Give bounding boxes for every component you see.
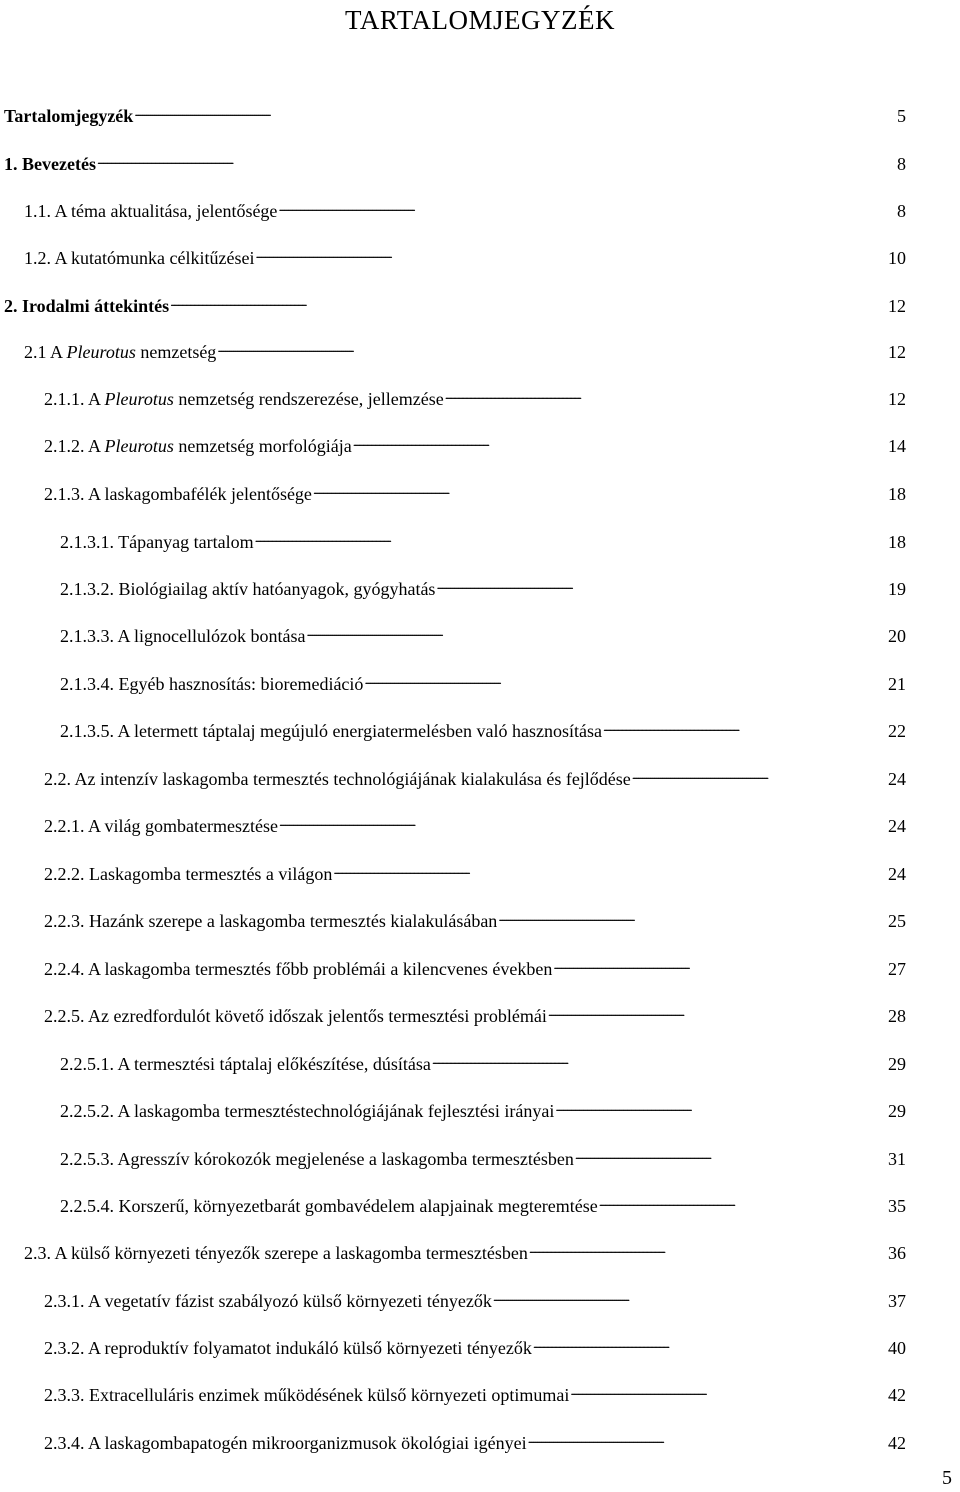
- toc-entry-title: 2.2. Az intenzív laskagomba termesztés technológiájának kialakulása és fejlődése: [44, 769, 631, 789]
- toc-entry-title: 2.1.3.1. Tápanyag tartalom: [60, 532, 254, 552]
- dot-leader: [134, 98, 896, 122]
- toc-entry[interactable]: [24, 334, 906, 362]
- toc-entry-page: 37: [888, 1291, 906, 1311]
- toc-entry-title: Tartalomjegyzék: [4, 106, 134, 126]
- page-title: TARTALOMJEGYZÉK: [344, 5, 616, 35]
- toc-entry[interactable]: [4, 98, 906, 126]
- toc-entry-title: 2.1.2. A Pleurotus nemzetség morfológiája: [44, 436, 352, 456]
- dot-leader: [555, 1093, 887, 1117]
- toc-entry-title: 2.3. A külső környezeti tényezők szerepe a laskagomba termesztésben: [24, 1243, 528, 1263]
- dot-leader: [333, 856, 887, 880]
- dot-leader: [364, 666, 887, 690]
- toc-entry[interactable]: [44, 808, 906, 836]
- toc-entry-title: 2.1.3. A laskagombafélék jelentősége: [44, 484, 312, 504]
- dot-leader: [548, 998, 887, 1022]
- dot-leader: [255, 240, 887, 264]
- toc-entry-title: 2.3.2. A reproduktív folyamatot indukáló külső környezeti tényezők: [44, 1338, 532, 1358]
- dot-leader: [529, 1235, 887, 1259]
- page-number: 5: [942, 1467, 952, 1489]
- dot-leader: [306, 618, 887, 642]
- dot-leader: [432, 1046, 887, 1070]
- toc-entry-page: 12: [888, 342, 906, 362]
- toc-entry-page: 40: [888, 1338, 906, 1358]
- dot-leader: [570, 1377, 887, 1401]
- toc-entry-title: 1. Bevezetés: [4, 154, 96, 174]
- toc-entry[interactable]: [60, 524, 906, 552]
- toc-entry-title: 2.1.3.2. Biológiailag aktív hatóanyagok, gyógyhatás: [60, 579, 436, 599]
- dot-leader: [493, 1283, 887, 1307]
- toc-entry-title: 2.2.3. Hazánk szerepe a laskagomba termesztés kialakulásában: [44, 911, 498, 931]
- toc-entry-page: 42: [888, 1433, 906, 1453]
- toc-entry-page: 12: [888, 389, 906, 409]
- toc-entry[interactable]: [44, 998, 906, 1026]
- toc-entry-title: 2.2.5. Az ezredfordulót követő időszak jelentős termesztési problémái: [44, 1006, 547, 1026]
- toc-entry[interactable]: [60, 1188, 906, 1216]
- toc-entry-page: 10: [888, 248, 906, 268]
- toc-entry[interactable]: [60, 666, 906, 694]
- toc-entry-page: 14: [888, 436, 906, 456]
- toc-entry[interactable]: [44, 761, 906, 789]
- toc-entry-page: 5: [897, 106, 906, 126]
- toc-entry-page: 29: [888, 1054, 906, 1074]
- toc-entry-title: 2.2.5.2. A laskagomba termesztéstechnológiájának fejlesztési irányai: [60, 1101, 555, 1121]
- toc-entry[interactable]: [24, 1235, 906, 1263]
- toc-entry-page: 28: [888, 1006, 906, 1026]
- toc-entry-page: 24: [888, 769, 906, 789]
- toc-entry-title: 2. Irodalmi áttekintés: [4, 296, 170, 316]
- toc-entry-title: 2.2.5.4. Korszerű, környezetbarát gombavédelem alapjainak megteremtése: [60, 1196, 598, 1216]
- toc-entry-title: 2.1.3.4. Egyéb hasznosítás: bioremediáció: [60, 674, 364, 694]
- toc-entry-page: 31: [888, 1149, 906, 1169]
- toc-entry-page: 42: [888, 1385, 906, 1405]
- toc-entry-page: 8: [897, 154, 906, 174]
- toc-entry[interactable]: [44, 428, 906, 456]
- toc-entry[interactable]: [44, 1425, 906, 1453]
- toc-entry[interactable]: [60, 571, 906, 599]
- toc-entry-title: 1.2. A kutatómunka célkitűzései: [24, 248, 255, 268]
- dot-leader: [313, 476, 887, 500]
- toc-entry-title: 1.1. A téma aktualitása, jelentősége: [24, 201, 278, 221]
- toc-entry[interactable]: [4, 288, 906, 316]
- toc-entry-title: 2.3.1. A vegetatív fázist szabályozó külső környezeti tényezők: [44, 1291, 492, 1311]
- toc-entry-title: 2.3.3. Extracelluláris enzimek működésének külső környezeti optimumai: [44, 1385, 570, 1405]
- toc-entry-page: 29: [888, 1101, 906, 1121]
- dot-leader: [97, 146, 896, 170]
- toc-entry[interactable]: [4, 146, 906, 174]
- toc-entry-page: 8: [897, 201, 906, 221]
- dot-leader: [632, 761, 887, 785]
- toc-entry-title: 2.2.2. Laskagomba termesztés a világon: [44, 864, 333, 884]
- toc-entry[interactable]: [44, 1330, 906, 1358]
- toc-entry-page: 35: [888, 1196, 906, 1216]
- toc-entry-page: 18: [888, 532, 906, 552]
- toc-entry-page: 21: [888, 674, 906, 694]
- toc-entry-page: 36: [888, 1243, 906, 1263]
- toc-entry-title: 2.1.3.3. A lignocellulózok bontása: [60, 626, 306, 646]
- toc-entry-page: 27: [888, 959, 906, 979]
- toc-entry-page: 19: [888, 579, 906, 599]
- toc-entry-title: 2.1.1. A Pleurotus nemzetség rendszerezése, jellemzése: [44, 389, 444, 409]
- toc-entry-title: 2.3.4. A laskagombapatogén mikroorganizmusok ökológiai igényei: [44, 1433, 527, 1453]
- toc-entry[interactable]: [24, 193, 906, 221]
- toc-entry-title: 2.1.3.5. A letermett táptalaj megújuló energiatermelésben való hasznosítása: [60, 721, 603, 741]
- toc-entry[interactable]: [44, 476, 906, 504]
- dot-leader: [279, 808, 887, 832]
- toc-entry[interactable]: [60, 1046, 906, 1074]
- toc-entry-title: 2.2.4. A laskagomba termesztés főbb problémái a kilencvenes években: [44, 959, 553, 979]
- toc-entry-page: 12: [888, 296, 906, 316]
- toc-entry[interactable]: [44, 381, 906, 409]
- dot-leader: [170, 288, 887, 312]
- dot-leader: [445, 381, 887, 405]
- toc-entry[interactable]: [44, 1283, 906, 1311]
- dot-leader: [278, 193, 896, 217]
- toc-entry[interactable]: [60, 618, 906, 646]
- toc-entry[interactable]: [60, 1141, 906, 1169]
- toc-entry-title: 2.1 A Pleurotus nemzetség: [24, 342, 217, 362]
- toc-entry-page: 24: [888, 816, 906, 836]
- dot-leader: [599, 1188, 887, 1212]
- dot-leader: [255, 524, 887, 548]
- dot-leader: [603, 713, 887, 737]
- toc-entry-title: 2.2.1. A világ gombatermesztése: [44, 816, 278, 836]
- toc-entry[interactable]: [44, 1377, 906, 1405]
- toc-entry-title: 2.2.5.1. A termesztési táptalaj előkészítése, dúsítása: [60, 1054, 431, 1074]
- toc-entry[interactable]: [60, 1093, 906, 1121]
- toc-entry-page: 20: [888, 626, 906, 646]
- dot-leader: [575, 1141, 887, 1165]
- dot-leader: [553, 951, 887, 975]
- dot-leader: [436, 571, 887, 595]
- dot-leader: [353, 428, 887, 452]
- toc-entry-page: 18: [888, 484, 906, 504]
- toc-entry[interactable]: [44, 903, 906, 931]
- toc-entry-title: 2.2.5.3. Agresszív kórokozók megjelenése a laskagomba termesztésben: [60, 1149, 574, 1169]
- toc-entry-page: 22: [888, 721, 906, 741]
- toc-entry[interactable]: [44, 856, 906, 884]
- toc-entry[interactable]: [24, 240, 906, 268]
- toc-entry[interactable]: [44, 951, 906, 979]
- dot-leader: [498, 903, 887, 927]
- toc-entry[interactable]: [60, 713, 906, 741]
- dot-leader: [533, 1330, 887, 1354]
- toc-entry-page: 24: [888, 864, 906, 884]
- dot-leader: [528, 1425, 887, 1449]
- toc-entry-page: 25: [888, 911, 906, 931]
- dot-leader: [217, 334, 887, 358]
